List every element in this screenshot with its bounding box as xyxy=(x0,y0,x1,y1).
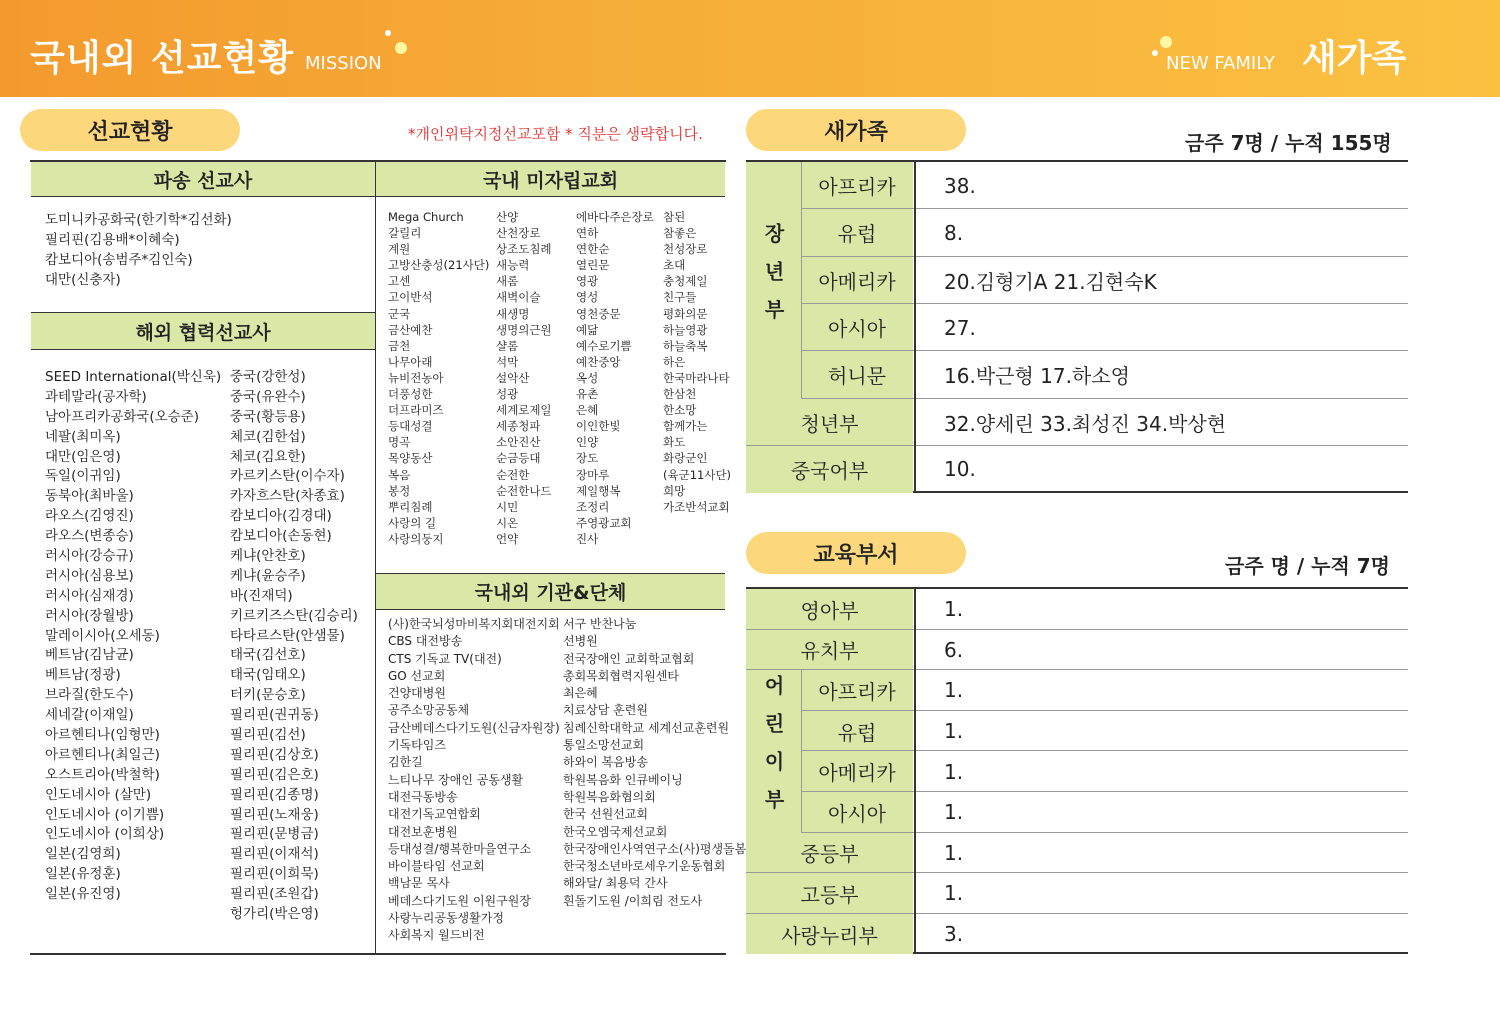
table-row-value: 6. xyxy=(944,637,964,662)
church-item: 갈릴리 xyxy=(388,226,422,241)
row-divider xyxy=(746,445,1408,446)
church-item: 생명의근원 xyxy=(496,322,552,337)
row-divider xyxy=(746,629,1408,630)
institution-item: 공주소망공동체 xyxy=(388,703,470,718)
group-label-cell xyxy=(746,670,801,832)
table-row-category: 중등부 xyxy=(746,833,913,874)
decor-dot xyxy=(385,30,391,36)
table-row-category: 유치부 xyxy=(746,630,913,671)
list-item: 러시아(심용보) xyxy=(45,567,134,584)
list-item: 필리핀(이재석) xyxy=(230,846,319,863)
church-item: 고센 xyxy=(388,274,411,289)
list-item: 러시아(강승규) xyxy=(45,548,134,565)
decor-dot xyxy=(1160,36,1172,48)
church-item: 뿌리침례 xyxy=(388,499,433,514)
church-item: 예수로기쁨 xyxy=(576,338,632,353)
church-item: 군국 xyxy=(388,306,411,321)
table-row-value: 1. xyxy=(944,881,964,906)
list-item: 헝가리(박은영) xyxy=(230,906,319,923)
sent-missionaries-header: 파송 선교사 xyxy=(31,161,375,197)
list-item: 오스트리아(박철학) xyxy=(45,766,160,783)
list-item: 일본(김영희) xyxy=(45,846,121,863)
church-item: 산천장로 xyxy=(496,226,541,241)
list-item: 라오스(김영진) xyxy=(45,508,134,525)
church-item: 장마루 xyxy=(576,467,610,482)
church-item: 세종청파 xyxy=(496,419,541,434)
newfamily-table xyxy=(746,160,1408,493)
list-item: 카자흐스탄(차종효) xyxy=(230,488,345,505)
institution-item: 김한길 xyxy=(388,755,423,770)
row-divider xyxy=(801,303,1408,304)
institution-item: 백남문 목사 xyxy=(388,876,450,891)
institution-item: 한국청소년바로세우기운동협회 xyxy=(563,859,726,874)
church-item: 산양 xyxy=(496,210,519,224)
list-item: 필리핀(김상호) xyxy=(230,746,319,763)
church-item: 새롬 xyxy=(496,274,519,289)
church-item: 순전한 xyxy=(496,467,530,482)
table-row-value: 16.박근형 17.하소영 xyxy=(944,364,1130,389)
list-item: 일본(유진영) xyxy=(45,886,121,903)
church-item: 참된 xyxy=(663,210,686,224)
table-row-category: 사랑누리부 xyxy=(746,914,913,955)
table-row-value: 8. xyxy=(944,220,964,245)
church-item: 하은 xyxy=(663,354,686,369)
list-item: 체코(김한섭) xyxy=(230,428,306,445)
newfamily-title: 새가족 xyxy=(1302,38,1407,79)
table-row-category: 영아부 xyxy=(746,589,913,630)
institution-item: 등대성결/행복한마을연구소 xyxy=(388,841,532,856)
list-item: 대만(임은영) xyxy=(45,448,121,465)
church-item: 예찬중앙 xyxy=(576,354,621,369)
list-item: 인도네시아 (살만) xyxy=(45,786,152,803)
mission-note: *개인위탁지정선교포함 * 직분은 생략합니다. xyxy=(408,125,703,143)
table-row-category: 청년부 xyxy=(746,399,913,446)
column-divider xyxy=(375,160,376,955)
church-item: 새생명 xyxy=(496,306,530,321)
mission-title: 국내외 선교현황 xyxy=(30,38,294,79)
institution-item: 사랑누리공동생활가정 xyxy=(388,911,504,926)
table-row-value: 1. xyxy=(944,800,964,825)
list-item: 베트남(정광) xyxy=(45,667,121,684)
institution-item: 사회복지 월드비전 xyxy=(388,928,485,943)
church-item: 초대 xyxy=(663,258,686,273)
decor-dot xyxy=(1152,50,1158,56)
table-row-category: 고등부 xyxy=(746,873,913,914)
church-item: 나무아래 xyxy=(388,354,433,369)
church-item: 성광 xyxy=(496,387,519,402)
church-item: 이인한빛 xyxy=(576,419,621,434)
churches-col1 xyxy=(388,209,489,547)
table-row-category: 아프리카 xyxy=(801,162,913,209)
institution-item: 침례신학대학교 세계선교훈련원 xyxy=(563,720,730,735)
table-row-value: 32.양세린 33.최성진 34.박상현 xyxy=(944,411,1227,436)
list-item: 도미니카공화국(한기학*김선화) xyxy=(45,212,232,228)
church-item: 가조반석교회 xyxy=(663,499,730,514)
sent-missionaries-list xyxy=(45,209,232,289)
institution-item: 학원복음화 인큐베이닝 xyxy=(563,772,683,787)
church-item: 시민 xyxy=(496,499,519,514)
list-item: 중국(황등용) xyxy=(230,408,306,425)
list-item: 러시아(심재경) xyxy=(45,587,134,604)
table-row-category: 유럽 xyxy=(801,209,913,256)
institution-item: 한국장애인사역연구소(사)평생돌봄 xyxy=(563,841,747,856)
church-item: 석막 xyxy=(496,354,519,369)
coop-missionaries-header: 해외 협력선교사 xyxy=(31,312,375,350)
list-item: 대만(신충자) xyxy=(45,271,121,288)
institution-item: GO 선교회 xyxy=(388,668,446,683)
list-item: 세네갈(이재일) xyxy=(45,707,134,724)
institution-item: 대전기독교연합회 xyxy=(388,807,481,822)
row-divider xyxy=(746,832,1408,833)
church-item: 영광 xyxy=(576,274,599,289)
education-table xyxy=(746,587,1408,954)
list-item: 러시아(장월방) xyxy=(45,607,134,624)
list-item: 네팔(최미옥) xyxy=(45,428,121,445)
church-item: 유촌 xyxy=(576,387,599,402)
church-item: 새벽이슬 xyxy=(496,290,541,305)
list-item: 중국(유완수) xyxy=(230,388,306,405)
table-row-category: 허니문 xyxy=(801,351,913,398)
institution-item: (사)한국뇌성마비복지회대전지회 xyxy=(388,617,560,631)
institutions-col2 xyxy=(563,616,746,910)
row-divider xyxy=(746,913,1408,914)
group-label: 장년부 xyxy=(761,223,785,338)
row-divider xyxy=(801,256,1408,257)
church-item: 복음 xyxy=(388,467,411,482)
institution-item: 대전보훈병원 xyxy=(388,824,458,839)
list-item: 독일(이귀임) xyxy=(45,468,121,485)
church-item: 조정리 xyxy=(576,499,610,514)
row-divider xyxy=(801,791,1408,792)
church-item: 순금등대 xyxy=(496,451,541,466)
page-header xyxy=(0,0,1500,97)
church-item: 에바다주은장로 xyxy=(576,210,654,224)
church-item: 은혜 xyxy=(576,403,599,418)
church-item: 계원 xyxy=(388,242,411,257)
list-item: 태국(임태오) xyxy=(230,667,306,684)
institution-item: 서구 반찬나눔 xyxy=(563,617,637,631)
church-item: 샬롬 xyxy=(496,338,519,353)
institution-item: 느티나무 장애인 공동생활 xyxy=(388,772,524,787)
churches-col2 xyxy=(496,209,552,547)
church-item: 제일행복 xyxy=(576,483,621,498)
list-item: 캄보디아(손동현) xyxy=(230,528,332,545)
table-row-value: 1. xyxy=(944,719,964,744)
table-row-value: 10. xyxy=(944,457,976,482)
institution-item: 선병원 xyxy=(563,634,598,649)
table-row-category: 아프리카 xyxy=(801,670,913,711)
row-divider xyxy=(746,669,1408,670)
institution-item: 최은혜 xyxy=(563,686,598,701)
institution-item: CTS 기독교 TV(대전) xyxy=(388,651,502,666)
table-row-value: 1. xyxy=(944,759,964,784)
list-item: 남아프리카공화국(오승준) xyxy=(45,408,199,425)
table-row-value: 1. xyxy=(944,597,964,622)
list-item: 필리핀(김종명) xyxy=(230,786,319,803)
list-item: 과테말라(공자학) xyxy=(45,388,147,405)
institution-item: 베데스다기도원 이원구원장 xyxy=(388,893,531,908)
table-row-value: 1. xyxy=(944,840,964,865)
institution-item: 치료상담 훈련원 xyxy=(563,703,648,718)
list-item: 필리핀(이희묵) xyxy=(230,866,319,883)
churches-col3 xyxy=(576,209,654,547)
list-item: 키르키즈스탄(김승리) xyxy=(230,607,358,624)
coop-list-col1 xyxy=(45,368,221,905)
institution-item: 한국오엠국제선교회 xyxy=(563,824,668,839)
church-item: 한국마라나타 xyxy=(663,370,730,385)
church-item: 봉정 xyxy=(388,483,411,498)
row-divider xyxy=(801,710,1408,711)
list-item: 캄보디아(김경대) xyxy=(230,508,332,525)
table-row-category: 중국어부 xyxy=(746,446,913,493)
list-item: 필리핀(김용배*이혜숙) xyxy=(45,231,180,248)
churches-col4 xyxy=(663,209,731,515)
church-item: 고이반석 xyxy=(388,290,433,305)
list-item: 필리핀(조원갑) xyxy=(230,886,319,903)
table-row-category: 아시아 xyxy=(801,304,913,351)
church-item: 하늘축복 xyxy=(663,338,708,353)
institution-item: 기독타임즈 xyxy=(388,738,446,753)
institutions-col1 xyxy=(388,616,560,945)
value-divider xyxy=(914,589,916,954)
list-item: 태국(김선호) xyxy=(230,647,306,664)
list-item: 필리핀(김은호) xyxy=(230,766,319,783)
newfamily-subtitle: NEW FAMILY xyxy=(1166,53,1275,74)
list-item: 브라질(한도수) xyxy=(45,687,134,704)
institution-item: CBS 대전방송 xyxy=(388,634,463,649)
institution-item: 해와달/ 최용덕 간사 xyxy=(563,876,668,891)
church-item: 뉴비전농아 xyxy=(388,370,444,385)
table-row-category: 아메리카 xyxy=(801,751,913,792)
church-item: 하늘영광 xyxy=(663,322,708,337)
church-item: 사랑의 길 xyxy=(388,515,437,530)
mission-section-pill: 선교현황 xyxy=(20,109,240,151)
list-item: 일본(유정훈) xyxy=(45,866,121,883)
church-item: 천성장로 xyxy=(663,242,708,257)
list-item: 인도네시아 (이희상) xyxy=(45,826,165,843)
church-item: 더풍성한 xyxy=(388,387,433,402)
church-item: 인양 xyxy=(576,435,599,450)
church-item: 참좋은 xyxy=(663,226,697,241)
church-item: 화도 xyxy=(663,435,686,450)
newfamily-stat: 금주 7명 / 누적 155명 xyxy=(1185,131,1392,155)
church-item: 친구들 xyxy=(663,290,697,305)
institution-item: 한국 선원선교회 xyxy=(563,807,648,822)
church-item: Mega Church xyxy=(388,210,464,224)
table-row-value: 3. xyxy=(944,922,964,947)
church-item: 충청제일 xyxy=(663,274,708,289)
church-item: 열린문 xyxy=(576,258,610,273)
group-label: 어린이부 xyxy=(761,675,785,828)
decor-dot xyxy=(395,42,407,54)
row-divider xyxy=(746,872,1408,873)
church-item: 금산예찬 xyxy=(388,322,433,337)
table-row-value: 1. xyxy=(944,678,964,703)
institution-item: 통일소망선교회 xyxy=(563,738,645,753)
church-item: 평화의문 xyxy=(663,306,708,321)
church-item: 한소망 xyxy=(663,403,697,418)
table-row-category: 아시아 xyxy=(801,792,913,833)
list-item: 베트남(김남균) xyxy=(45,647,134,664)
church-item: 세계로제일 xyxy=(496,403,552,418)
institutions-header: 국내외 기관&단체 xyxy=(376,573,725,610)
institution-item: 하와이 복음방송 xyxy=(563,755,648,770)
institution-item: 금산베데스다기도원(신금자원장) xyxy=(388,720,560,735)
church-item: 함께가는 xyxy=(663,419,708,434)
church-item: 새능력 xyxy=(496,258,530,273)
church-item: 등대성결 xyxy=(388,419,433,434)
table-row-value: 27. xyxy=(944,315,976,340)
list-item: 타타르스탄(안샘물) xyxy=(230,627,345,644)
church-item: (육군11사단) xyxy=(663,467,732,482)
list-item: 카르키스탄(이수자) xyxy=(230,468,345,485)
church-item: 연하 xyxy=(576,226,599,241)
group-divider xyxy=(801,162,802,399)
list-item: 아르헨티나(임형만) xyxy=(45,727,160,744)
church-item: 목양동산 xyxy=(388,451,433,466)
list-item: 바(진재덕) xyxy=(230,587,293,604)
church-item: 언약 xyxy=(496,531,519,546)
row-divider xyxy=(801,208,1408,209)
church-item: 시온 xyxy=(496,515,519,530)
church-item: 진사 xyxy=(576,531,599,546)
coop-list-col2 xyxy=(230,368,358,925)
education-section-pill: 교육부서 xyxy=(746,532,966,574)
row-divider xyxy=(746,398,1408,399)
institution-item: 건양대병원 xyxy=(388,686,446,701)
church-item: 주영광교회 xyxy=(576,515,632,530)
church-item: 순전한나드 xyxy=(496,483,552,498)
list-item: 인도네시아 (이기쁨) xyxy=(45,806,165,823)
church-item: 영성 xyxy=(576,290,599,305)
newfamily-section-pill: 새가족 xyxy=(746,109,966,151)
list-item: 캄보디아(송범주*김인숙) xyxy=(45,251,193,268)
church-item: 사랑의둥지 xyxy=(388,531,444,546)
group-divider xyxy=(801,670,802,832)
institution-item: 학원복음화협의회 xyxy=(563,789,656,804)
education-stat: 금주 명 / 누적 7명 xyxy=(1225,554,1390,578)
churches-header: 국내 미자립교회 xyxy=(376,161,725,197)
list-item: 필리핀(김선) xyxy=(230,727,306,744)
table-row-value: 20.김형기A 21.김현숙K xyxy=(944,269,1157,294)
church-item: 고방산충성(21사단) xyxy=(388,258,490,273)
list-item: 동북아(최바울) xyxy=(45,488,134,505)
value-divider xyxy=(914,162,916,493)
church-item: 예닮 xyxy=(576,322,599,337)
list-item: 체코(김요한) xyxy=(230,448,306,465)
list-item: 아르헨티나(최일근) xyxy=(45,746,160,763)
church-item: 영천중문 xyxy=(576,306,621,321)
list-item: 터키(문승호) xyxy=(230,687,306,704)
row-divider xyxy=(801,350,1408,351)
list-item: 필리핀(노재웅) xyxy=(230,806,319,823)
row-divider xyxy=(801,750,1408,751)
table-row-category: 유럽 xyxy=(801,711,913,752)
church-item: 희망 xyxy=(663,483,686,498)
institution-item: 흰돌기도원 /이희림 전도사 xyxy=(563,893,703,908)
mission-subtitle: MISSION xyxy=(305,53,382,74)
list-item: 케냐(윤승주) xyxy=(230,567,306,584)
list-item: 필리핀(문병금) xyxy=(230,826,319,843)
church-item: 소안진산 xyxy=(496,435,541,450)
table-row-value: 38. xyxy=(944,173,976,198)
list-item: 케냐(안찬호) xyxy=(230,548,306,565)
list-item: 라오스(변종승) xyxy=(45,528,134,545)
list-item: 필리핀(권귀동) xyxy=(230,707,319,724)
church-item: 장도 xyxy=(576,451,599,466)
institution-item: 대전극동방송 xyxy=(388,789,458,804)
church-item: 화랑군인 xyxy=(663,451,708,466)
church-item: 더프라미즈 xyxy=(388,403,444,418)
church-item: 옥성 xyxy=(576,370,599,385)
church-item: 상조도침례 xyxy=(496,242,552,257)
list-item: 중국(강한성) xyxy=(230,369,306,385)
church-item: 금천 xyxy=(388,338,411,353)
list-item: SEED International(박신욱) xyxy=(45,369,222,385)
table-row-category: 아메리카 xyxy=(801,257,913,304)
institution-item: 바이블타임 선교회 xyxy=(388,859,485,874)
list-item: 말레이시아(오세동) xyxy=(45,627,160,644)
church-item: 명곡 xyxy=(388,435,411,450)
church-item: 한삼천 xyxy=(663,387,697,402)
institution-item: 전국장애인 교회학교협회 xyxy=(563,651,695,666)
church-item: 설악산 xyxy=(496,370,530,385)
group-label-cell xyxy=(746,162,801,399)
church-item: 연한순 xyxy=(576,242,610,257)
institution-item: 총회목회협력지원센타 xyxy=(563,668,679,683)
